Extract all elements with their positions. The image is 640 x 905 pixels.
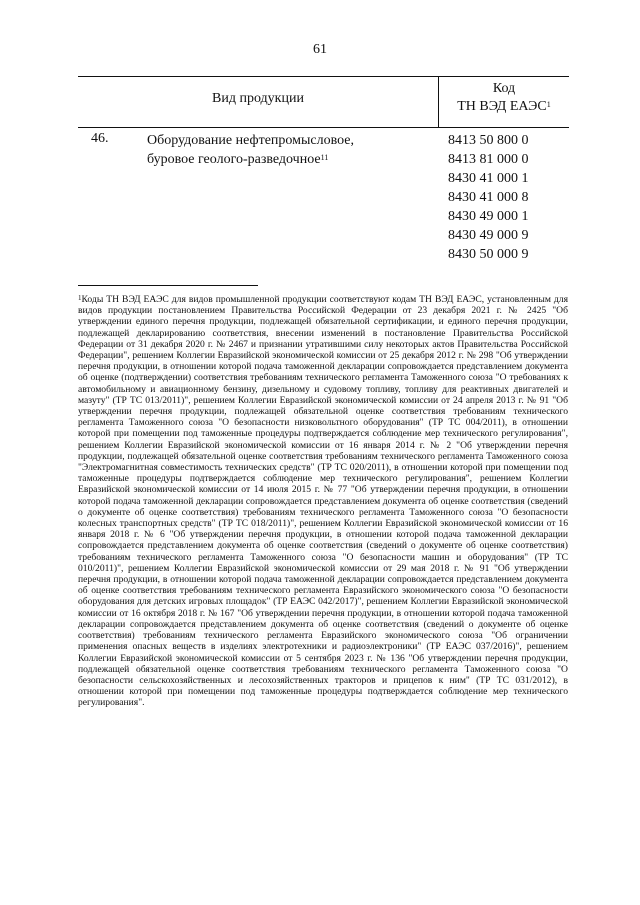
page-number: 61 (313, 42, 327, 57)
footnote-reference: 1 (546, 100, 551, 109)
tn-ved-code: 8413 81 000 0 (448, 152, 529, 167)
column-header-code (439, 80, 569, 116)
row-product-line2-text: буровое геолого-разведочное (147, 152, 321, 167)
footnote (78, 294, 568, 709)
column-header-code-line2 (439, 98, 569, 116)
row-codes (448, 131, 568, 264)
row-product-line2 (147, 150, 417, 169)
row-product-line1: Оборудование нефтепромысловое, (147, 133, 354, 148)
tn-ved-code: 8430 41 000 1 (448, 171, 529, 186)
column-header-product: Вид продукции (212, 91, 304, 106)
tn-ved-code: 8430 49 000 9 (448, 228, 529, 243)
tn-ved-code: 8430 50 000 9 (448, 247, 529, 262)
footnote-text: Коды ТН ВЭД ЕАЭС для видов промышленной продукции соответствуют кодам ТН ВЭД ЕАЭС, установленным для видов продукции постановлением Правительства Российской Федерации от 23 декабря 2021 г. № 2425 "Об утверждении единого перечня продукции, подлежащей обязательной сертификации, и единого перечня продукции, подлежащей декларированию соответствия, внесении изменений в постановление Правительства Российской Федерации от 31 декабря 2020 г. № 2467 и признании утратившими силу некоторых актов Правительства Российской Федерации", решением Коллегии Евразийской экономической комиссии от 25 декабря 2012 г. № 298 "Об утверждении перечня продукции, в отношении которой подача таможенной декларации сопровождается представлением документа об оценке (подтверждении) соответствия требованиям технического регламента Таможенного союза "О требованиях к автомобильному и авиационному бензину, дизельному и судовому топливу, топливу для реактивных двигателей и мазуту" (ТР ТС 013/2011)", решением Коллегии Евразийской экономической комиссии от 24 апреля 2013 г. № 91 "Об утверждении перечня продукции, подлежащей обязательной оценке соответствия требованиям технического регламента Таможенного союза "О безопасности низковольтного оборудования" (ТР ТС 004/2011), в отношении которой при помещении под таможенные процедуры подтверждается соблюдение мер технического регулирования", решением Коллегии Евразийской экономической комиссии от 16 января 2014 г. № 2 "Об утверждении перечня продукции, подлежащей обязательной оценке соответствия требованиям технического регламента Таможенного союза "Электромагнитная совместимость технических средств" (ТР ТС 020/2011), в отношении которой при помещении под таможенные процедуры подтверждается соблюдение мер технического регулирования", решением Коллегии Евразийской экономической комиссии от 14 июля 2015 г. № 77 "Об утверждении перечня продукции, в отношении которой подача таможенной декларации сопровождается представлением документа об оценке соответствия (сведений о документе об оценке соответствия) требованиям технического регламента Таможенного союза "О безопасности колесных транспортных средств" (ТР ТС 018/2011)", решением Коллегии Евразийской экономической комиссии от 16 января 2018 г. № 6 "Об утверждении перечня продукции, в отношении которой подача таможенной декларации сопровождается представлением документа об оценке соответствия (сведений о документе об оценке соответствия) требованиям технического регламента Таможенного союза "О безопасности машин и оборудования" (ТР ТС 010/2011)", решением Коллегии Евразийской экономической комиссии от 29 мая 2018 г. № 91 "Об утверждении перечня продукции, в отношении которой подача таможенной декларации сопровождается представлением документа об оценке соответствия требованиям технического регламента Евразийского экономического союза "О безопасности оборудования для детских игровых площадок" (ТР ЕАЭС 042/2017)", решением Коллегии Евразийской экономической комиссии от 16 октября 2018 г. № 167 "Об утверждении перечня продукции, в отношении которой подача таможенной декларации сопровождается представлением документа об оценке соответствия (сведений о документе об оценке соответствия) требованиям технического регламента Евразийского экономического союза "Об ограничении применения опасных веществ в изделиях электротехники и радиоэлектроники" (ТР ЕАЭС 037/2016)", решением Коллегии Евразийской экономической комиссии от 5 сентября 2023 г. № 136 "Об утверждении перечня продукции, подлежащей обязательной оценке соответствия требованиям технического регламента Таможенного союза "О безопасности сельскохозяйственных и лесохозяйственных тракторов и прицепов к ним" (ТР ТС 031/2012), в отношении которой при помещении под таможенные процедуры подтверждается соблюдение мер технического регулирования". (78, 294, 568, 709)
tn-ved-code: 8430 49 000 1 (448, 209, 529, 224)
row-number: 46. (91, 131, 109, 146)
column-header-code-text: ТН ВЭД ЕАЭС (457, 99, 547, 114)
tn-ved-code: 8430 41 000 8 (448, 190, 529, 205)
table-header (78, 76, 569, 128)
footnote-reference: 11 (320, 153, 329, 162)
footnote-separator (78, 285, 258, 286)
row-product (147, 131, 417, 169)
column-header-code-line1: Код (492, 81, 516, 96)
tn-ved-code: 8413 50 800 0 (448, 133, 529, 148)
footnote-marker: 1 (78, 294, 82, 302)
